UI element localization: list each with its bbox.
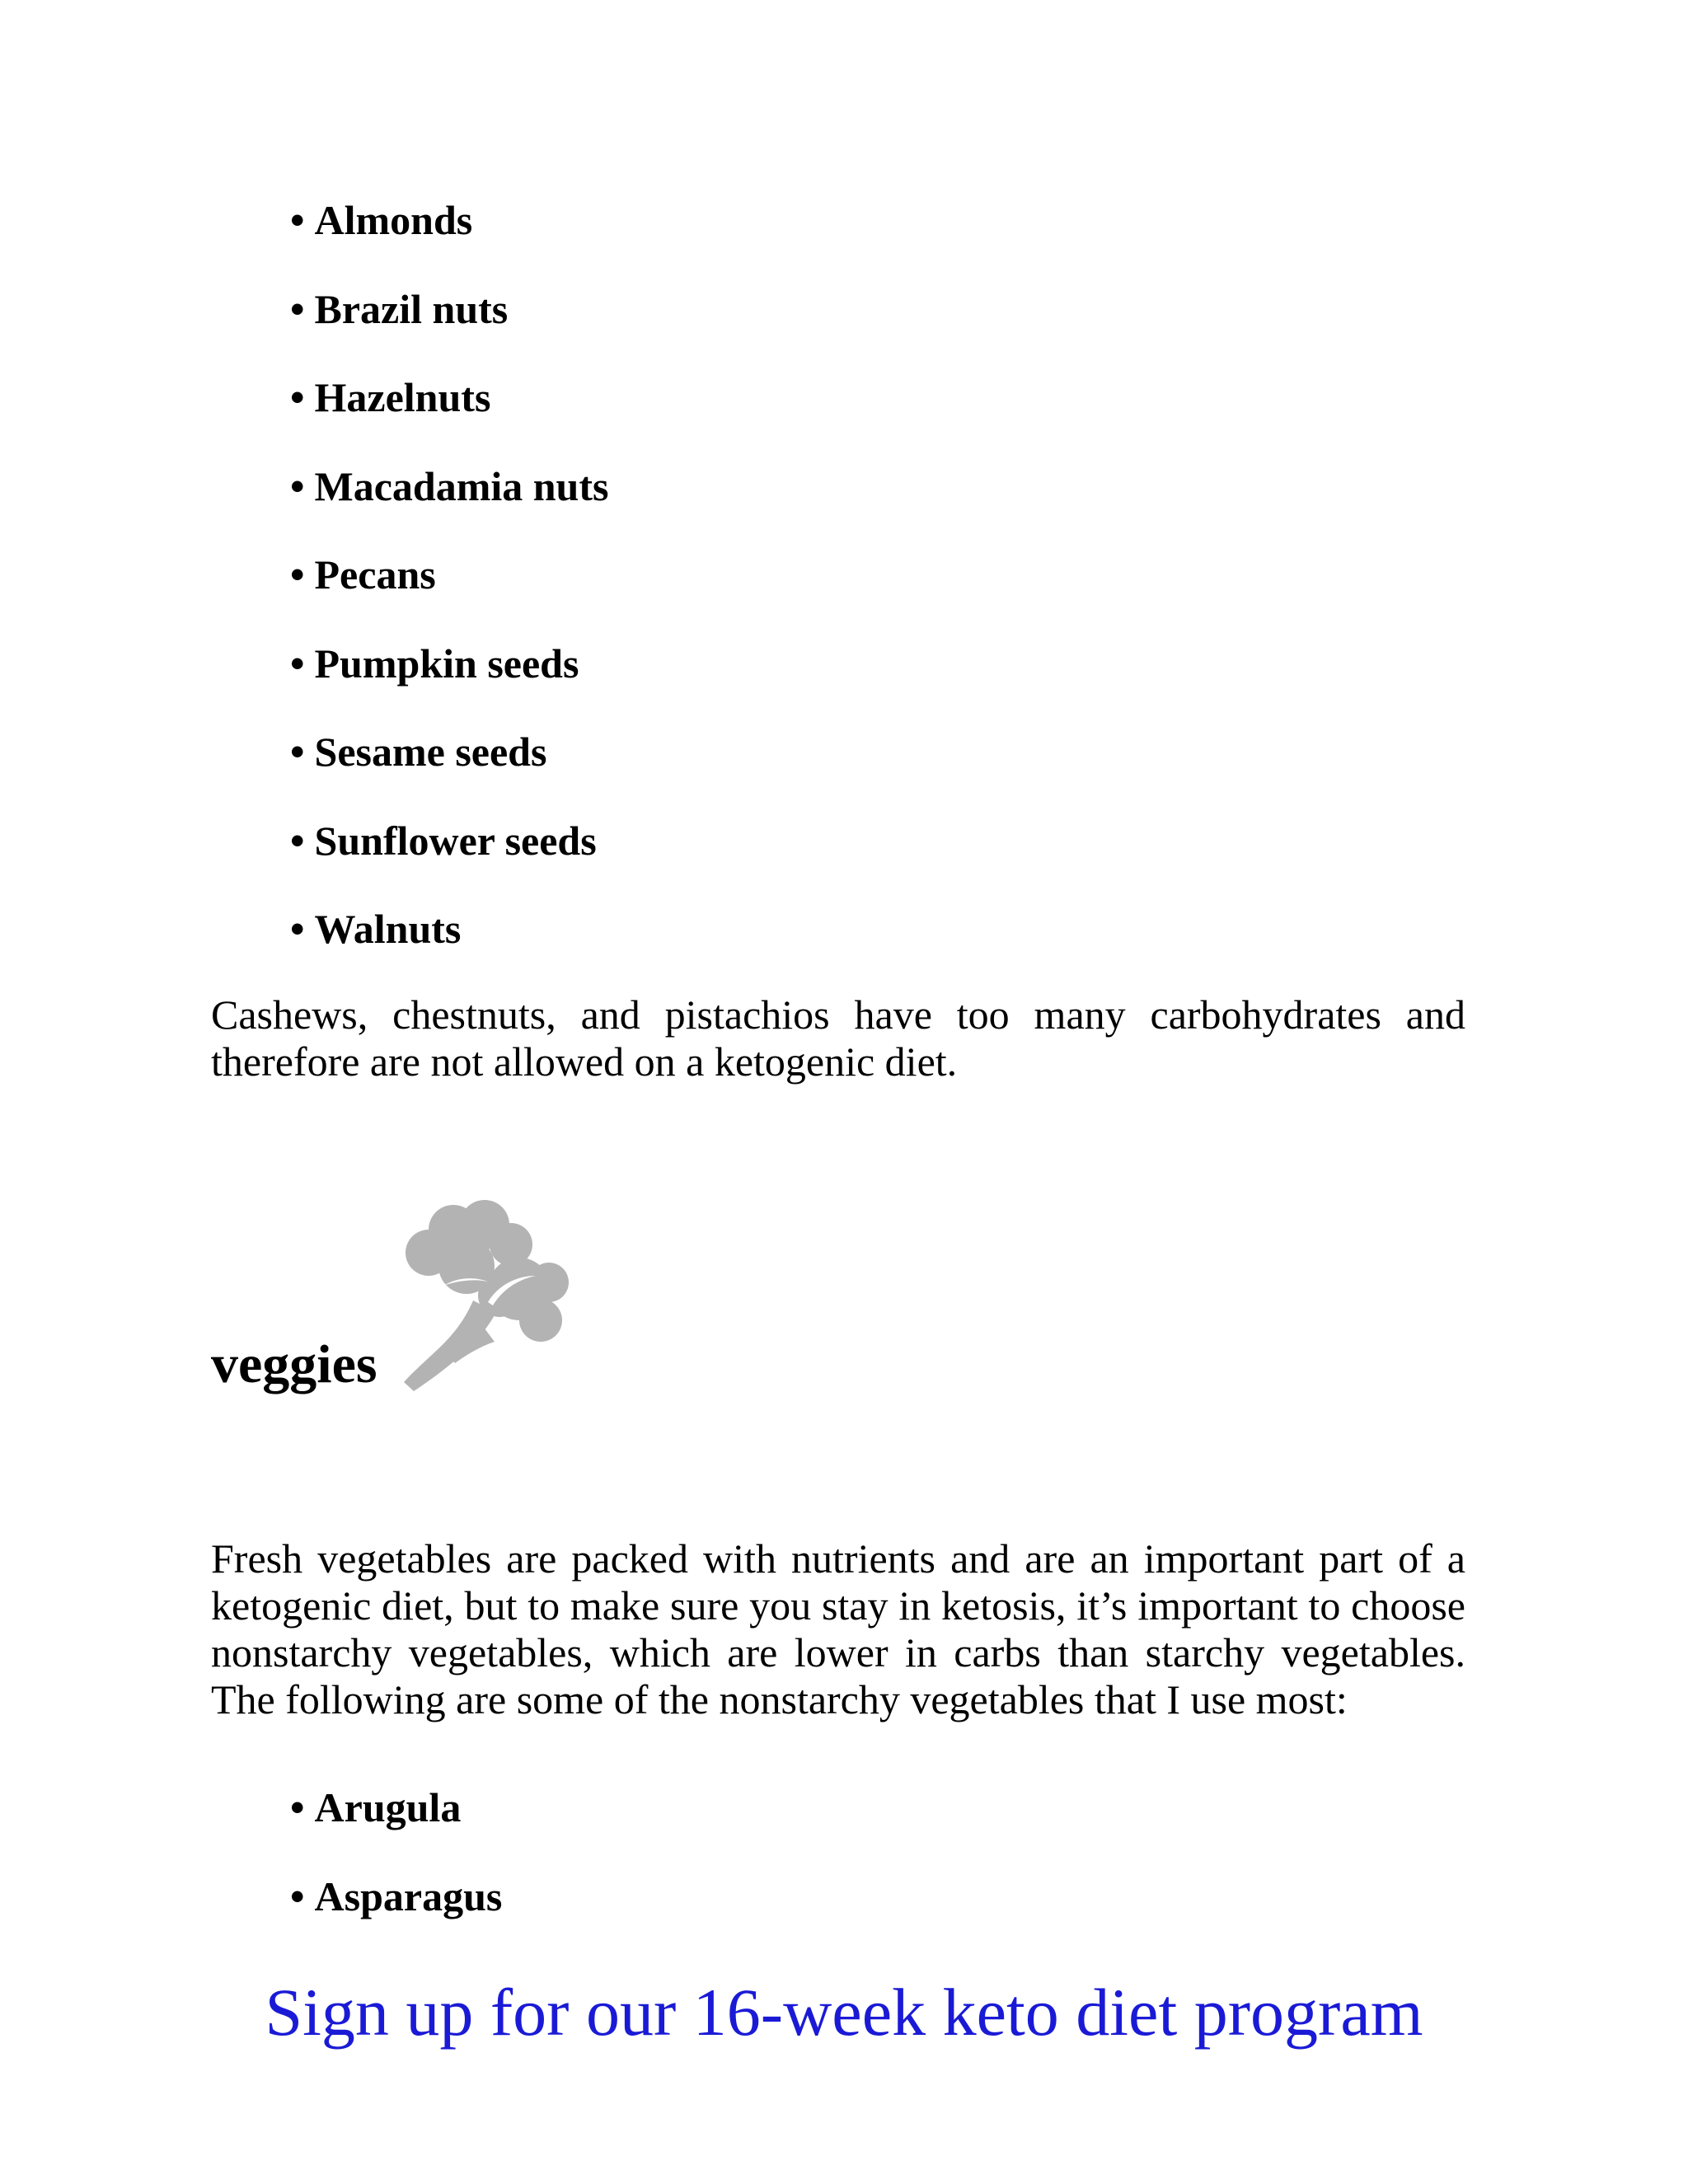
list-item bbox=[290, 194, 608, 284]
nuts-list bbox=[290, 194, 608, 992]
list-item-label: Pecans bbox=[314, 551, 436, 598]
list-item bbox=[290, 549, 608, 638]
bullet: • bbox=[290, 1784, 305, 1830]
list-item bbox=[290, 638, 608, 727]
nuts-note-paragraph: Cashews, chestnuts, and pistachios have too many carbohydrates and therefore are not allowed on a ketogenic diet. bbox=[211, 991, 1465, 1085]
list-item bbox=[290, 1782, 502, 1871]
list-item-label: Hazelnuts bbox=[314, 374, 491, 420]
bullet: • bbox=[290, 906, 305, 952]
bullet: • bbox=[290, 462, 305, 509]
bullet: • bbox=[290, 729, 305, 775]
list-item-label: Arugula bbox=[314, 1784, 462, 1830]
list-item-label: Sunflower seeds bbox=[314, 817, 597, 864]
bullet: • bbox=[290, 285, 305, 332]
list-item bbox=[290, 726, 608, 815]
list-item bbox=[290, 372, 608, 461]
bullet: • bbox=[290, 551, 305, 598]
list-item-label: Walnuts bbox=[314, 906, 462, 952]
list-item-label: Sesame seeds bbox=[314, 729, 547, 775]
list-item-label: Brazil nuts bbox=[314, 285, 509, 332]
bullet: • bbox=[290, 640, 305, 687]
list-item bbox=[290, 461, 608, 550]
list-item bbox=[290, 815, 608, 904]
list-item bbox=[290, 1871, 502, 1960]
list-item bbox=[290, 903, 608, 992]
veggies-intro-paragraph: Fresh vegetables are packed with nutrients and are an important part of a ketogenic diet, but to make sure you stay in ketosis, it’s important to choose nonstarchy vegetables, which are lower in carbs than starchy vegetables. The following are some of the nonstarchy vegetables that I use most: bbox=[211, 1535, 1465, 1722]
bullet: • bbox=[290, 817, 305, 864]
list-item-label: Pumpkin seeds bbox=[314, 640, 579, 687]
list-item-label: Asparagus bbox=[314, 1872, 503, 1919]
bullet: • bbox=[290, 374, 305, 420]
veggies-heading: veggies bbox=[211, 1334, 377, 1394]
broccoli-icon bbox=[396, 1197, 577, 1394]
signup-link[interactable]: Sign up for our 16-week keto diet program bbox=[265, 1975, 1423, 2050]
list-item-label: Almonds bbox=[314, 197, 473, 243]
bullet: • bbox=[290, 1872, 305, 1919]
list-item-label: Macadamia nuts bbox=[314, 462, 609, 509]
bullet: • bbox=[290, 197, 305, 243]
veggies-list bbox=[290, 1782, 502, 1959]
list-item bbox=[290, 284, 608, 373]
